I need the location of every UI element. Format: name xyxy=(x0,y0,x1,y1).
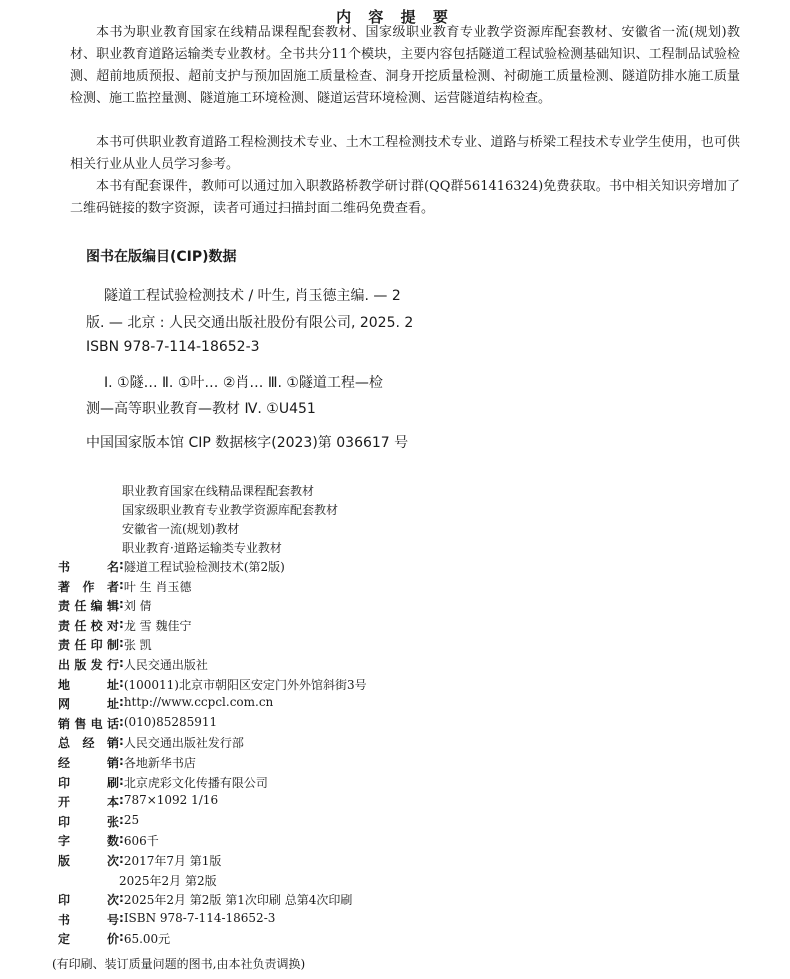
colophon-label-char: 书 xyxy=(58,560,71,574)
colophon-colon: : xyxy=(119,617,124,631)
colophon-value: 北京虎彩文化传播有限公司 xyxy=(123,776,268,790)
colophon-value: 各地新华书店 xyxy=(123,756,196,770)
colophon-value: 张 凯 xyxy=(123,638,152,652)
colophon-value: 隧道工程试验检测技术(第2版) xyxy=(123,560,285,574)
colophon-label-char: 址 xyxy=(106,697,119,711)
colophon-row xyxy=(58,656,208,673)
colophon-value: 叶 生 肖玉德 xyxy=(123,580,192,594)
colophon-label-char: 号 xyxy=(106,913,119,927)
colophon-label-char: 张 xyxy=(106,815,119,829)
colophon-colon: : xyxy=(119,911,124,925)
colophon-label-char: 辑 xyxy=(106,599,119,613)
colophon-label xyxy=(58,558,119,575)
colophon-label-char: 销 xyxy=(106,736,119,750)
colophon-label xyxy=(58,676,119,693)
colophon-value: 刘 倩 xyxy=(123,599,152,613)
summary-paragraph-3: 本书有配套课件，教师可以通过加入职教路桥教学研讨群(QQ群561416324)免费获取。书中相关知识旁增加了二维码链接的数字资源，读者可通过扫描封面二维码免费查看。 xyxy=(70,179,740,216)
colophon-label-char: 行 xyxy=(106,658,119,672)
colophon-row xyxy=(58,578,191,595)
colophon-colon: : xyxy=(119,774,124,788)
colophon-row xyxy=(58,617,191,634)
colophon-row xyxy=(58,558,285,575)
colophon-label xyxy=(58,774,119,791)
colophon-label-char: 发 xyxy=(90,658,103,672)
colophon-label-char: 本 xyxy=(106,795,119,809)
colophon-label-char: 经 xyxy=(58,756,71,770)
colophon-colon: : xyxy=(119,695,124,709)
colophon-value: 2017年7月 第1版 xyxy=(123,854,222,868)
colophon-colon: : xyxy=(119,930,124,944)
colophon-row xyxy=(58,793,218,810)
colophon-label-char: 址 xyxy=(106,678,119,692)
series-line: 安徽省一流(规划)教材 xyxy=(122,522,240,536)
cip-line: 测—高等职业教育—教材 Ⅳ. ①U451 xyxy=(86,401,316,417)
colophon-colon: : xyxy=(119,852,124,866)
cip-line: 中国国家版本馆 CIP 数据核字(2023)第 036617 号 xyxy=(86,435,409,451)
colophon-value: ISBN 978-7-114-18652-3 xyxy=(123,911,276,925)
colophon-row xyxy=(58,832,159,849)
colophon-value: 25 xyxy=(123,813,140,827)
colophon-label-char: 刷 xyxy=(106,776,119,790)
colophon-label xyxy=(58,911,119,928)
colophon-label-char: 责 xyxy=(58,638,71,652)
colophon-label-char: 价 xyxy=(106,932,119,946)
colophon-label-char: 总 xyxy=(58,736,71,750)
colophon-label-char: 印 xyxy=(58,893,71,907)
colophon-label-char: 名 xyxy=(106,560,119,574)
colophon-label-char: 出 xyxy=(58,658,71,672)
colophon-row xyxy=(58,715,217,732)
colophon-row xyxy=(58,774,268,791)
colophon-label-char: 任 xyxy=(74,599,87,613)
colophon-label-char: 任 xyxy=(74,638,87,652)
colophon-colon: : xyxy=(119,578,124,592)
colophon-label-char: 数 xyxy=(106,834,119,848)
colophon-row xyxy=(58,813,139,830)
colophon-row xyxy=(58,852,221,869)
colophon-value: 2025年2月 第2版 xyxy=(119,874,217,888)
series-line: 职业教育国家在线精品课程配套教材 xyxy=(122,484,315,498)
colophon-label-char: 售 xyxy=(74,717,87,731)
colophon-value: 人民交通出版社发行部 xyxy=(123,736,244,750)
colophon-label-char: 版 xyxy=(58,854,71,868)
colophon-value: 787×1092 1/16 xyxy=(123,793,219,807)
colophon-label xyxy=(58,636,119,653)
colophon-label-char: 版 xyxy=(74,658,87,672)
cip-line: 版. — 北京 : 人民交通出版社股份有限公司, 2025. 2 xyxy=(86,315,414,331)
colophon-colon: : xyxy=(119,832,124,846)
colophon-colon: : xyxy=(119,813,124,827)
colophon-label xyxy=(58,656,119,673)
colophon-colon: : xyxy=(119,715,124,729)
colophon-label-char: 印 xyxy=(58,815,71,829)
colophon-colon: : xyxy=(119,656,124,670)
colophon-label xyxy=(58,754,119,771)
cip-line: ISBN 978-7-114-18652-3 xyxy=(86,339,260,355)
colophon-row xyxy=(58,754,196,771)
colophon-label-char: 开 xyxy=(58,795,71,809)
colophon-colon: : xyxy=(119,754,124,768)
colophon-label-char: 责 xyxy=(58,599,71,613)
summary-title: 内 容 提 要 xyxy=(336,8,454,26)
colophon-colon: : xyxy=(119,558,124,572)
summary-paragraph-1: 本书为职业教育国家在线精品课程配套教材、国家级职业教育专业教学资源库配套教材、安徽省一流(规划)教材、职业教育道路运输类专业教材。全书共分11个模块，主要内容包括隧道工程试验检测基础知识、工程制品试验检测、超前地质预报、超前支护与预加固施工质量检查、洞身开挖质量检测、衬砌施工质量检测、隧道防排水施工质量检测、施工监控量测、隧道施工环境检测、隧道运营环境检测、运营隧道结构检查。 xyxy=(70,25,740,106)
colophon-label-char: 话 xyxy=(106,717,119,731)
colophon-label-char: 校 xyxy=(90,619,103,633)
colophon-colon: : xyxy=(119,734,124,748)
colophon-label xyxy=(58,695,119,712)
colophon-value: (010)85285911 xyxy=(123,715,218,729)
colophon-colon: : xyxy=(119,793,124,807)
colophon-label-char: 次 xyxy=(106,854,119,868)
colophon-label-char: 作 xyxy=(82,580,95,594)
colophon-label-char: 书 xyxy=(58,913,71,927)
summary-paragraph-2: 本书可供职业教育道路工程检测技术专业、土木工程检测技术专业、道路与桥梁工程技术专业学生使用，也可供相关行业从业人员学习参考。 xyxy=(70,135,740,172)
colophon-value: 2025年2月 第2版 第1次印刷 总第4次印刷 xyxy=(123,893,353,907)
colophon-label-char: 地 xyxy=(58,678,71,692)
colophon-label-char: 著 xyxy=(58,580,71,594)
colophon-row xyxy=(58,734,244,751)
colophon-colon: : xyxy=(119,636,124,650)
colophon-label xyxy=(58,715,119,732)
colophon-label-char: 任 xyxy=(74,619,87,633)
colophon-value: 龙 雪 魏佳宁 xyxy=(123,619,192,633)
colophon-label xyxy=(58,891,119,908)
colophon-row xyxy=(58,636,152,653)
colophon-label-char: 者 xyxy=(106,580,119,594)
colophon-row xyxy=(58,695,273,712)
colophon-row xyxy=(58,891,352,908)
colophon-label-char: 印 xyxy=(58,776,71,790)
colophon-label-char: 经 xyxy=(82,736,95,750)
colophon-colon: : xyxy=(119,891,124,905)
colophon-label-char: 网 xyxy=(58,697,71,711)
colophon-label-char: 销 xyxy=(106,756,119,770)
colophon-label-char: 对 xyxy=(106,619,119,633)
colophon-label-char: 电 xyxy=(90,717,103,731)
colophon-label-char: 次 xyxy=(106,893,119,907)
colophon-value: http://www.ccpcl.com.cn xyxy=(123,695,274,709)
series-line: 职业教育·道路运输类专业教材 xyxy=(122,541,282,555)
colophon-value: 65.00元 xyxy=(123,932,171,946)
colophon-label xyxy=(58,597,119,614)
footer-note: (有印刷、装订质量问题的图书,由本社负责调换) xyxy=(52,957,306,971)
colophon-value: 606千 xyxy=(123,834,159,848)
cip-line: 隧道工程试验检测技术 / 叶生, 肖玉德主编. — 2 xyxy=(104,288,401,304)
colophon-colon: : xyxy=(119,676,124,690)
colophon-label xyxy=(58,578,119,595)
colophon-label-char: 责 xyxy=(58,619,71,633)
colophon-label-char: 编 xyxy=(90,599,103,613)
colophon-label-char: 印 xyxy=(90,638,103,652)
colophon-value: (100011)北京市朝阳区安定门外外馆斜街3号 xyxy=(123,678,367,692)
colophon-label xyxy=(58,734,119,751)
colophon-label-char: 销 xyxy=(58,717,71,731)
colophon-label-char: 制 xyxy=(106,638,119,652)
colophon-label xyxy=(58,813,119,830)
colophon-label xyxy=(58,852,119,869)
colophon-label xyxy=(58,793,119,810)
colophon-label-char: 字 xyxy=(58,834,71,848)
colophon-label-char: 定 xyxy=(58,932,71,946)
colophon-label xyxy=(58,832,119,849)
colophon-value: 人民交通出版社 xyxy=(123,658,208,672)
cip-heading: 图书在版编目(CIP)数据 xyxy=(86,249,237,265)
series-line: 国家级职业教育专业教学资源库配套教材 xyxy=(122,503,339,517)
colophon-row xyxy=(58,930,170,947)
colophon-row xyxy=(58,597,152,614)
colophon-row xyxy=(58,676,367,693)
cip-line: Ⅰ. ①隧… Ⅱ. ①叶… ②肖… Ⅲ. ①隧道工程—检 xyxy=(104,375,383,391)
colophon-label xyxy=(58,930,119,947)
colophon-row xyxy=(58,911,275,928)
colophon-label xyxy=(58,617,119,634)
colophon-colon: : xyxy=(119,597,124,611)
